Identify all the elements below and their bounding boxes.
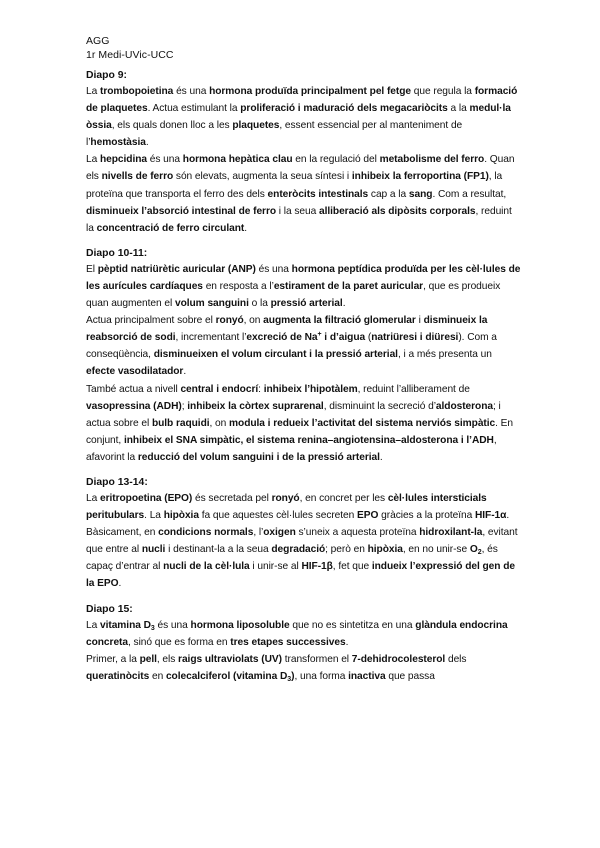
text-run: , evitant que entre al [86,527,518,556]
text-run: és una [147,154,183,166]
bold-term: hipòxia [163,510,199,522]
section-paragraph [86,151,522,236]
text-run: : [258,383,264,395]
section-paragraph [86,312,522,380]
text-run: és una [154,619,191,631]
text-run: , incrementant l’ [175,332,247,344]
section-heading: Diapo 10-11: [86,247,148,259]
text-run: fa que aquestes cèl·lules secreten [198,510,358,522]
bold-term: disminueix la reabsorció de sodi [86,315,488,344]
bold-term: 3 [150,624,155,632]
bold-term: cèl·lules intersticials peritubulars [86,492,487,522]
bold-term: degradació [271,544,326,556]
text-run: , on [209,417,230,429]
text-run: i destinant-la a la seua [165,544,272,556]
text-run: en [149,670,166,682]
bold-term: hormona produïda principalment pel fetge [209,86,412,97]
slide-section [86,246,522,466]
text-run: s’uneix a aquesta proteïna [295,527,420,539]
bold-term: inactiva [348,670,386,682]
text-run: . [145,137,149,149]
text-run: en resposta a l’ [202,280,274,292]
text-run: ( [365,332,372,344]
bold-term: ronyó [271,492,300,504]
bold-term: aldosterona [435,400,493,412]
bold-term: hormona hepàtica clau [182,154,293,166]
bold-term: queratinòcits [86,670,150,682]
text-run: . La [144,510,164,522]
text-run: transformen el [281,653,352,665]
document-content [86,34,522,685]
bold-term: alliberació als dipòsits corporals [318,205,476,217]
bold-term: bulb raquidi [151,417,210,429]
bold-term: indueix l’expressió del gen de la EPO [86,561,515,590]
bold-term: hormona liposoluble [190,619,290,631]
bold-term: nucli de la cèl·lula [163,561,250,573]
bold-term: tres etapes successives [230,636,346,648]
text-run: gràcies a la proteïna [378,510,475,522]
text-run: La [86,86,100,97]
bold-term: glàndula endocrina concreta [86,619,508,648]
bold-term: pell [139,653,157,665]
section-paragraph [86,524,522,592]
section-heading: Diapo 13-14: [86,476,148,488]
bold-term: plaquetes [232,120,280,132]
bold-term: nivells de ferro [101,171,174,183]
text-run: La [86,154,100,166]
text-run: . [183,366,187,378]
bold-term: efecte vasodilatador [86,366,184,378]
bold-term: ronyó [215,315,244,327]
text-run: , i a més presenta un [397,349,492,361]
text-run: ; [181,400,188,412]
bold-term: reducció del volum sanguini i de la pressió arterial [137,451,380,463]
bold-term: ) [291,670,295,682]
text-run: . [118,578,122,590]
bold-term: 2 [477,549,482,557]
text-run: , en no unir-se [402,544,470,556]
bold-term: proliferació i maduració dels megacariòcits [240,103,448,115]
bold-term: disminueixen el volum circulant i la pressió arterial [153,349,398,361]
bold-term: colecalciferol (vitamina D [165,670,288,682]
text-run: També actua a nivell [86,383,181,395]
section-paragraph [86,490,522,524]
bold-term: hormona peptídica produïda per les cèl·lules de les aurícules cardíaques [86,263,521,292]
text-run: Primer, a la [86,653,140,665]
text-run: , els [156,653,179,665]
text-run: cap a la [368,188,409,200]
slide-section [86,68,522,237]
bold-term: 7-dehidrocolesterol [351,653,446,665]
text-run: Bàsicament, en [86,527,159,539]
text-run: . [379,451,383,463]
bold-term: eritropoetina (EPO) [99,492,193,504]
text-run: i unir-se al [249,561,302,573]
bold-term: inhibeix l’hipotàlem [263,383,358,395]
text-run: , essent essencial per al manteniment de l’ [86,120,463,149]
text-run: és una [173,86,210,97]
bold-term: trombopoietina [99,86,174,97]
section-heading: Diapo 15: [86,603,133,615]
bold-term: disminueix l’absorció intestinal de ferro [86,205,277,217]
text-run: , fet que [332,561,372,573]
text-run: són elevats, augmenta la seua síntesi i [173,171,352,183]
text-run: , l’ [253,527,264,539]
text-run: . [506,510,510,522]
course-label: 1r Medi-UVic-UCC [86,49,174,61]
bold-term: i d’aigua [321,332,366,344]
bold-term: oxigen [263,527,296,539]
author-initials: AGG [86,35,110,47]
bold-term: pressió arterial [270,298,343,310]
text-run: o la [248,298,271,310]
text-run: . Actua estimulant la [147,103,241,115]
text-run: La [86,492,100,504]
text-run: , és capaç d’entrar al [86,544,498,573]
text-run: . Quan els [86,154,515,183]
text-run: que passa [385,670,435,682]
section-paragraph [86,83,522,151]
text-run: , sinó que es forma en [128,636,231,648]
bold-term: modula i redueix l’activitat del sistema nerviós simpàtic [229,417,496,429]
bold-term: hepcidina [99,154,147,166]
text-run: , que es produeix quan augmenten el [86,280,501,310]
section-paragraph [86,617,522,651]
text-run: ; però en [325,544,368,556]
text-run: a la [447,103,470,115]
bold-term: medul·la òssia [86,103,511,132]
bold-term: excreció de Na [246,332,318,344]
text-run: , afavorint la [86,434,497,463]
bold-term: hemostàsia [90,137,146,149]
text-run: , una forma [294,670,349,682]
bold-term: hidroxilant-la [419,527,483,539]
slide-section [86,602,522,685]
bold-term: natriüresi i diüresi [371,332,459,344]
bold-term: enteròcits intestinals [267,188,369,200]
text-run: és secretada pel [192,492,272,504]
bold-term: pèptid natriürètic auricular (ANP) [97,263,256,275]
bold-term: nucli [141,544,166,556]
bold-term: central i endocrí [180,383,259,395]
text-run: , on [243,315,264,327]
text-run: . [345,636,349,648]
text-run: , els quals donen lloc a les [111,120,233,132]
bold-term: estirament de la paret auricular [273,280,424,292]
bold-term: concentració de ferro circulant [96,222,245,234]
bold-term: sang [408,188,433,200]
bold-term: formació de plaquetes [86,86,518,115]
text-run: . [244,222,247,234]
bold-term: HIF-1α [474,510,507,522]
text-run: Actua principalment sobre el [86,315,216,327]
bold-term: metabolisme del ferro [379,154,485,166]
bold-term: HIF-1β [301,561,333,573]
text-run: , reduint la [86,205,512,234]
bold-term: EPO [357,510,379,522]
text-run: ). Com a conseqüència, [86,332,497,361]
text-run: i [415,315,424,327]
text-run: dels [445,653,467,665]
bold-term: volum sanguini [174,298,249,310]
section-paragraph [86,651,522,685]
bold-term: + [317,331,322,339]
bold-term: inhibeix la còrtex suprarenal [187,400,324,412]
text-run: , reduint l’alliberament de [357,383,470,395]
text-run: La [86,619,100,631]
text-run: , la proteïna que transporta el ferro des dels [86,171,503,200]
section-paragraph [86,381,522,466]
bold-term: O [469,544,478,556]
text-run: . [342,298,346,310]
notes-body [86,68,522,685]
bold-term: inhibeix el SNA simpàtic, el sistema renina–angiotensina–aldosterona i l’ADH [123,434,494,446]
text-run: en la regulació del [292,154,380,166]
bold-term: vitamina D [99,619,151,631]
slide-section [86,475,522,593]
text-run: El [86,263,98,275]
text-run: que regula la [411,86,475,97]
text-run: que no es sintetitza en una [289,619,416,631]
bold-term: inhibeix la ferroportina (FP1) [351,171,489,183]
text-run: ; i actua sobre el [86,400,501,429]
text-run: . Com a resultat, [432,188,507,200]
text-run: i la seua [276,205,319,217]
section-paragraph [86,261,522,312]
bold-term: vasopressina (ADH) [86,400,182,412]
bold-term: raigs ultraviolats (UV) [178,653,282,665]
bold-term: augmenta la filtració glomerular [263,315,416,327]
text-run: és una [255,263,292,275]
section-heading: Diapo 9: [86,70,127,81]
bold-term: condicions normals [158,527,254,539]
text-run: , disminuint la secreció d’ [323,400,436,412]
bold-term: 3 [287,675,292,683]
text-run: . En conjunt, [86,417,514,446]
text-run: , en concret per les [299,492,388,504]
bold-term: hipòxia [367,544,403,556]
